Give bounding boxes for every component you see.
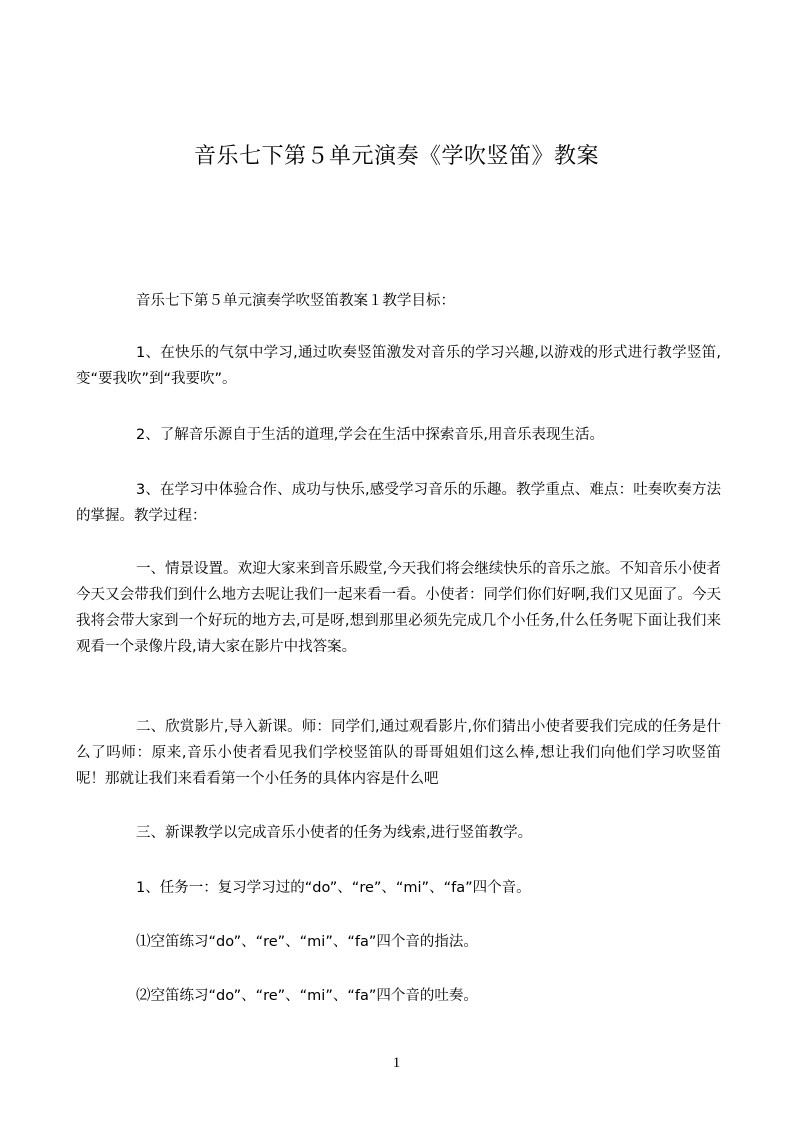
document-title: 音乐七下第５单元演奏《学吹竖笛》教案 <box>193 144 599 169</box>
paragraph-step-2: 二、欣赏影片,导入新课。师：同学们,通过观看影片,你们猜出小使者要我们完成的任务是什么了吗师：原来,音乐小使者看见我们学校竖笛队的哥哥姐姐们这么棒,想让我们向他们学习吹竖笛呢！那就让我们来看看第一个小任务的具体内容是什么吧 <box>76 719 721 787</box>
paragraph-step-1: 一、情景设置。欢迎大家来到音乐殿堂,今天我们将会继续快乐的音乐之旅。不知音乐小使者今天又会带我们到什么地方去呢让我们一起来看一看。小使者：同学们你们好啊,我们又见面了。今天我将会带大家到一个好玩的地方去,可是呀,想到那里必须先完成几个小任务,什么任务呢下面让我们来观看一个录像片段,请大家在影片中找答案。 <box>76 561 721 655</box>
paragraph-step-3: 三、新课教学以完成音乐小使者的任务为线索,进行竖笛教学。 <box>136 825 533 841</box>
paragraph-task-1: 1、任务一：复习学习过的“do”、“re”、“mi”、“fa”四个音。 <box>136 880 531 896</box>
paragraph-task-1b: ⑵空笛练习“do”、“re”、“mi”、“fa”四个音的吐奏。 <box>136 988 478 1004</box>
page-number: 1 <box>392 1055 401 1071</box>
paragraph-objective-3: 3、在学习中体验合作、成功与快乐,感受学习音乐的乐趣。教学重点、难点：吐奏吹奏方法的掌握。教学过程： <box>76 482 721 524</box>
paragraph-task-1a: ⑴空笛练习“do”、“re”、“mi”、“fa”四个音的指法。 <box>136 934 478 950</box>
paragraph-objective-1: 1、在快乐的气氛中学习,通过吹奏竖笛激发对音乐的学习兴趣,以游戏的形式进行教学竖笛,变“要我吹”到“我要吹”。 <box>76 345 721 387</box>
paragraph-objectives-heading: 音乐七下第５单元演奏学吹竖笛教案１教学目标： <box>136 293 455 309</box>
paragraph-objective-2: 2、了解音乐源自于生活的道理,学会在生活中探索音乐,用音乐表现生活。 <box>136 427 604 443</box>
